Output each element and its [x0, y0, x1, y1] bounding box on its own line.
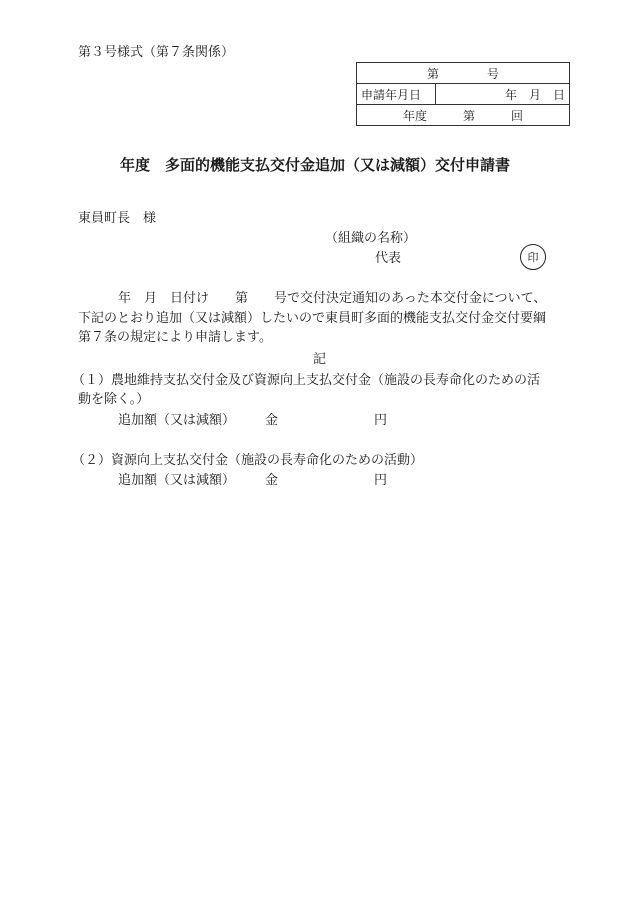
application-date-label: 申請年月日	[357, 84, 436, 105]
fiscal-year-cell: 年度 第 回	[357, 105, 570, 126]
item1-amount-label: 追加額（又は減額）	[118, 413, 236, 428]
item1-line-1: （１）農地維持支払交付金及び資源向上支払交付金（施設の長寿命化のための活	[72, 373, 541, 388]
representative-label: 代表	[375, 251, 402, 266]
body-line-1: 年 月 日付け 第 号で交付決定通知のあった本交付金について、	[118, 291, 547, 306]
item2-yen-suffix: 円	[374, 473, 388, 488]
organization-name-label: （組織の名称）	[325, 231, 417, 246]
receipt-number-cell: 第 号	[357, 63, 570, 84]
item1-yen-suffix: 円	[374, 413, 388, 428]
document-title: 年度 多面的機能支払交付金追加（又は減額）交付申請書	[119, 156, 510, 174]
ki-heading: 記	[313, 352, 327, 367]
body-line-2: 下記のとおり追加（又は減額）したいので東員町多面的機能支払交付金交付要綱	[78, 311, 547, 326]
item2-yen-prefix: 金	[265, 473, 279, 488]
seal-mark: 印	[520, 244, 546, 270]
item2-amount-label: 追加額（又は減額）	[118, 473, 236, 488]
item1-line-2: 動を除く。）	[78, 392, 150, 407]
receipt-table	[356, 62, 570, 126]
form-number: 第３号様式（第７条関係）	[78, 45, 235, 60]
item2-line-1: （２）資源向上支払交付金（施設の長寿命化のための活動）	[72, 453, 424, 468]
item1-yen-prefix: 金	[265, 413, 279, 428]
body-line-3: 第７条の規定により申請します。	[78, 330, 272, 345]
addressee: 東員町長 様	[78, 211, 157, 226]
application-date-value: 年 月 日	[436, 84, 570, 105]
